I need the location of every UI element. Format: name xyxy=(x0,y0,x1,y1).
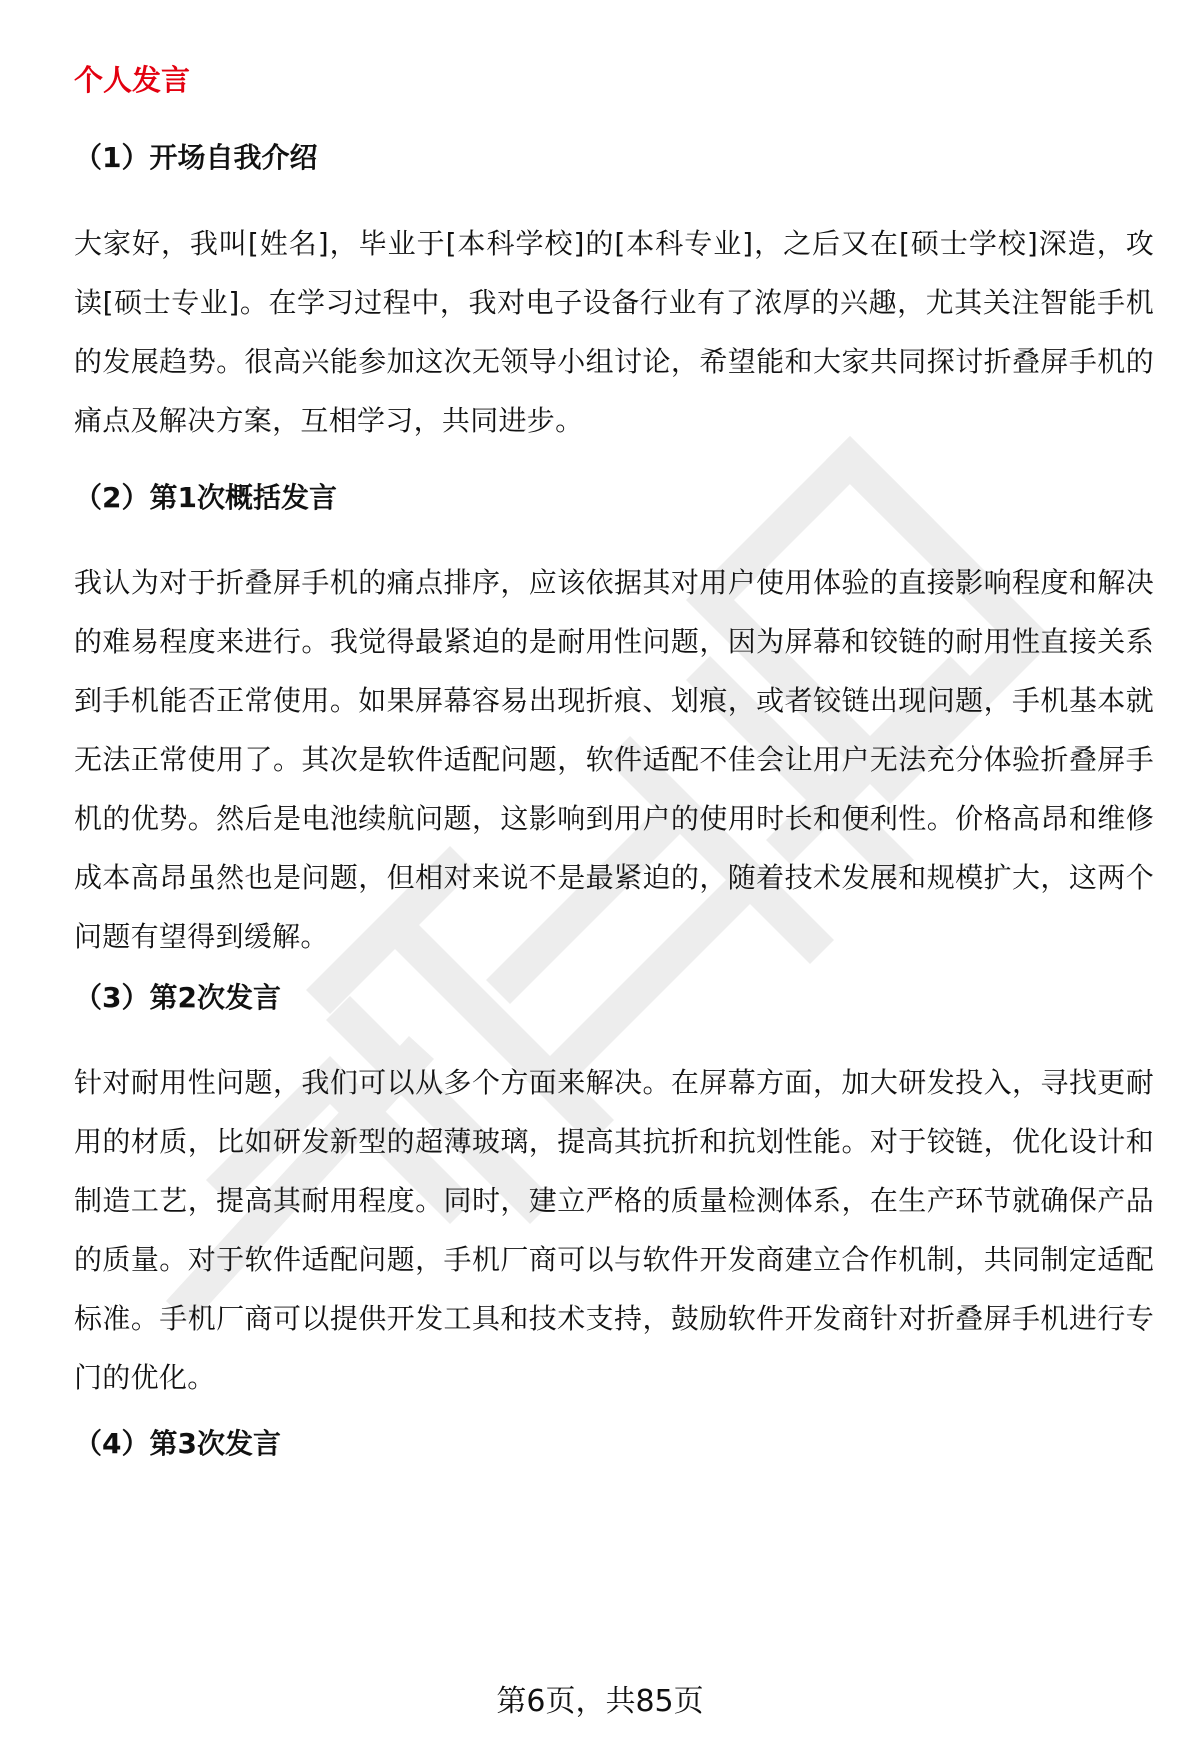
section-title: 个人发言 xyxy=(74,63,191,97)
heading-second-speech: （3）第2次发言 xyxy=(74,981,281,1014)
heading-third-speech: （4）第3次发言 xyxy=(74,1427,281,1460)
paragraph-second-speech: 针对耐用性问题，我们可以从多个方面来解决。在屏幕方面，加大研发投入，寻找更耐用的材质，比如研发新型的超薄玻璃，提高其抗折和抗划性能。对于铰链，优化设计和制造工艺，提高其耐用程度。同时，建立严格的质量检测体系，在生产环节就确保产品的质量。对于软件适配问题，手机厂商可以与软件开发商建立合作机制，共同制定适配标准。手机厂商可以提供开发工具和技术支持，鼓励软件开发商针对折叠屏手机进行专门的优化。 xyxy=(74,1066,1154,1394)
heading-first-summary-speech: （2）第1次概括发言 xyxy=(74,481,337,514)
heading-self-introduction: （1）开场自我介绍 xyxy=(74,141,318,174)
paragraph-first-summary-speech: 我认为对于折叠屏手机的痛点排序，应该依据其对用户使用体验的直接影响程度和解决的难易程度来进行。我觉得最紧迫的是耐用性问题，因为屏幕和铰链的耐用性直接关系到手机能否正常使用。如果屏幕容易出现折痕、划痕，或者铰链出现问题，手机基本就无法正常使用了。其次是软件适配问题，软件适配不佳会让用户无法充分体验折叠屏手机的优势。然后是电池续航问题，这影响到用户的使用时长和便利性。价格高昂和维修成本高昂虽然也是问题，但相对来说不是最紧迫的，随着技术发展和规模扩大，这两个问题有望得到缓解。 xyxy=(74,566,1154,953)
paragraph-self-introduction: 大家好，我叫[姓名]，毕业于[本科学校]的[本科专业]，之后又在[硕士学校]深造，攻读[硕士专业]。在学习过程中，我对电子设备行业有了浓厚的兴趣，尤其关注智能手机的发展趋势。很高兴能参加这次无领导小组讨论，希望能和大家共同探讨折叠屏手机的痛点及解决方案，互相学习，共同进步。 xyxy=(74,227,1154,437)
page-number-footer: 第6页，共85页 xyxy=(496,1684,704,1719)
